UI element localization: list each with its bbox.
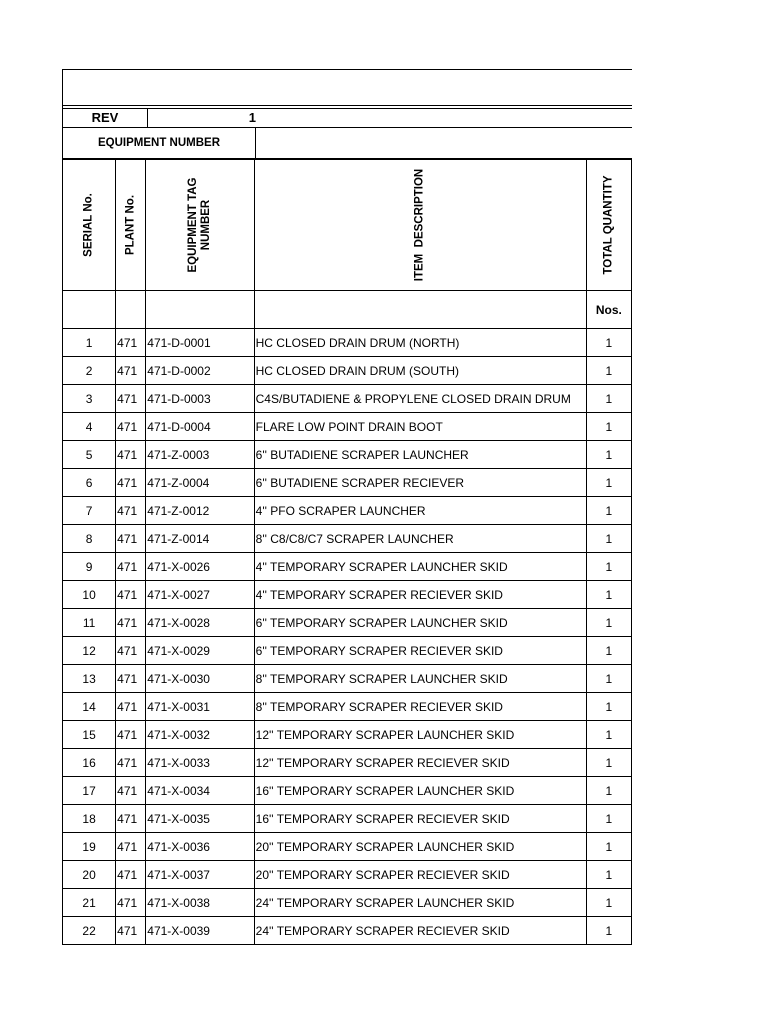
plant-cell: 471 (116, 329, 146, 357)
description-header: ITEM DESCRIPTION (413, 168, 426, 282)
quantity-cell: 1 (586, 777, 631, 805)
quantity-cell: 1 (586, 749, 631, 777)
rev-label: REV (63, 109, 148, 127)
plant-cell: 471 (116, 413, 146, 441)
quantity-cell: 1 (586, 861, 631, 889)
quantity-cell: 1 (586, 833, 631, 861)
description-cell: 8'' TEMPORARY SCRAPER RECIEVER SKID (254, 693, 586, 721)
tag-cell: 471-X-0038 (146, 889, 254, 917)
unit-cell-empty (254, 291, 586, 329)
description-cell: 4'' TEMPORARY SCRAPER LAUNCHER SKID (254, 553, 586, 581)
equipment-list-sheet (62, 69, 632, 945)
description-cell: 6'' TEMPORARY SCRAPER RECIEVER SKID (254, 637, 586, 665)
plant-cell: 471 (116, 357, 146, 385)
table-row (63, 777, 632, 805)
tag-cell: 471-X-0035 (146, 805, 254, 833)
table-row (63, 497, 632, 525)
table-row (63, 525, 632, 553)
quantity-cell: 1 (586, 637, 631, 665)
serial-cell: 21 (63, 889, 116, 917)
serial-cell: 13 (63, 665, 116, 693)
tag-cell: 471-Z-0004 (146, 469, 254, 497)
serial-cell: 22 (63, 917, 116, 945)
plant-cell: 471 (116, 889, 146, 917)
table-row (63, 441, 632, 469)
description-cell: 12'' TEMPORARY SCRAPER LAUNCHER SKID (254, 721, 586, 749)
unit-row (63, 291, 632, 329)
description-cell: HC CLOSED DRAIN DRUM (SOUTH) (254, 357, 586, 385)
column-header-row (63, 160, 632, 291)
quantity-cell: 1 (586, 889, 631, 917)
plant-cell: 471 (116, 665, 146, 693)
rev-value: 1 (248, 110, 256, 125)
table-row (63, 385, 632, 413)
quantity-cell: 1 (586, 497, 631, 525)
quantity-cell: 1 (586, 385, 631, 413)
plant-cell: 471 (116, 385, 146, 413)
description-cell: 8'' TEMPORARY SCRAPER LAUNCHER SKID (254, 665, 586, 693)
unit-cell-empty (116, 291, 146, 329)
quantity-cell: 1 (586, 357, 631, 385)
serial-cell: 20 (63, 861, 116, 889)
table-row (63, 693, 632, 721)
plant-cell: 471 (116, 917, 146, 945)
tag-cell: 471-D-0001 (146, 329, 254, 357)
description-cell: 16'' TEMPORARY SCRAPER LAUNCHER SKID (254, 777, 586, 805)
table-row (63, 805, 632, 833)
description-cell: C4S/BUTADIENE & PROPYLENE CLOSED DRAIN DRUM (254, 385, 586, 413)
plant-cell: 471 (116, 441, 146, 469)
serial-cell: 17 (63, 777, 116, 805)
serial-cell: 9 (63, 553, 116, 581)
plant-cell: 471 (116, 833, 146, 861)
tag-cell: 471-X-0027 (146, 581, 254, 609)
serial-cell: 11 (63, 609, 116, 637)
plant-cell: 471 (116, 469, 146, 497)
title-block-blank (62, 69, 632, 105)
tag-cell: 471-X-0033 (146, 749, 254, 777)
description-header-cell (254, 160, 586, 291)
serial-cell: 10 (63, 581, 116, 609)
table-row (63, 413, 632, 441)
plant-cell: 471 (116, 777, 146, 805)
tag-cell: 471-X-0028 (146, 609, 254, 637)
table-row (63, 609, 632, 637)
serial-cell: 14 (63, 693, 116, 721)
quantity-cell: 1 (586, 441, 631, 469)
serial-cell: 4 (63, 413, 116, 441)
table-row (63, 581, 632, 609)
serial-header-cell (63, 160, 116, 291)
tag-cell: 471-X-0039 (146, 917, 254, 945)
description-cell: 20'' TEMPORARY SCRAPER RECIEVER SKID (254, 861, 586, 889)
description-cell: 8'' C8/C8/C7 SCRAPER LAUNCHER (254, 525, 586, 553)
plant-cell: 471 (116, 581, 146, 609)
unit-cell-empty (63, 291, 116, 329)
quantity-cell: 1 (586, 581, 631, 609)
tag-header-line1: EQUIPMENT TAG (186, 177, 199, 273)
description-cell: FLARE LOW POINT DRAIN BOOT (254, 413, 586, 441)
quantity-cell: 1 (586, 469, 631, 497)
serial-cell: 18 (63, 805, 116, 833)
quantity-cell: 1 (586, 665, 631, 693)
description-cell: 6'' BUTADIENE SCRAPER LAUNCHER (254, 441, 586, 469)
quantity-header-cell (586, 160, 631, 291)
table-row (63, 469, 632, 497)
serial-cell: 1 (63, 329, 116, 357)
table-row (63, 861, 632, 889)
tag-cell: 471-X-0032 (146, 721, 254, 749)
plant-cell: 471 (116, 805, 146, 833)
plant-cell: 471 (116, 721, 146, 749)
serial-cell: 15 (63, 721, 116, 749)
table-row (63, 665, 632, 693)
tag-cell: 471-Z-0012 (146, 497, 254, 525)
tag-cell: 471-X-0026 (146, 553, 254, 581)
tag-cell: 471-X-0036 (146, 833, 254, 861)
tag-cell: 471-X-0030 (146, 665, 254, 693)
description-cell: HC CLOSED DRAIN DRUM (NORTH) (254, 329, 586, 357)
table-row (63, 357, 632, 385)
plant-cell: 471 (116, 693, 146, 721)
description-cell: 16'' TEMPORARY SCRAPER RECIEVER SKID (254, 805, 586, 833)
description-cell: 4'' TEMPORARY SCRAPER RECIEVER SKID (254, 581, 586, 609)
description-cell: 20'' TEMPORARY SCRAPER LAUNCHER SKID (254, 833, 586, 861)
description-cell: 24'' TEMPORARY SCRAPER RECIEVER SKID (254, 917, 586, 945)
description-cell: 4'' PFO SCRAPER LAUNCHER (254, 497, 586, 525)
table-row (63, 329, 632, 357)
plant-cell: 471 (116, 609, 146, 637)
quantity-cell: 1 (586, 553, 631, 581)
revision-row (62, 109, 632, 128)
serial-cell: 3 (63, 385, 116, 413)
equipment-table (62, 159, 632, 945)
equipment-number-label: EQUIPMENT NUMBER (63, 128, 256, 158)
quantity-cell: 1 (586, 609, 631, 637)
quantity-cell: 1 (586, 413, 631, 441)
table-row (63, 917, 632, 945)
plant-header-cell (116, 160, 146, 291)
description-cell: 6'' TEMPORARY SCRAPER LAUNCHER SKID (254, 609, 586, 637)
quantity-cell: 1 (586, 525, 631, 553)
description-cell: 6'' BUTADIENE SCRAPER RECIEVER (254, 469, 586, 497)
plant-header: PLANT No. (124, 194, 137, 256)
plant-cell: 471 (116, 861, 146, 889)
tag-cell: 471-X-0031 (146, 693, 254, 721)
table-row (63, 721, 632, 749)
tag-cell: 471-Z-0014 (146, 525, 254, 553)
quantity-unit: Nos. (586, 291, 631, 329)
quantity-cell: 1 (586, 693, 631, 721)
tag-cell: 471-X-0029 (146, 637, 254, 665)
serial-header: SERIAL No. (82, 193, 95, 257)
quantity-cell: 1 (586, 805, 631, 833)
tag-cell: 471-X-0034 (146, 777, 254, 805)
serial-cell: 5 (63, 441, 116, 469)
tag-cell: 471-D-0004 (146, 413, 254, 441)
unit-cell-empty (146, 291, 254, 329)
quantity-cell: 1 (586, 721, 631, 749)
tag-header-line2: NUMBER (199, 199, 212, 251)
table-row (63, 637, 632, 665)
table-row (63, 889, 632, 917)
tag-cell: 471-D-0003 (146, 385, 254, 413)
serial-cell: 12 (63, 637, 116, 665)
quantity-cell: 1 (586, 917, 631, 945)
quantity-header: TOTAL QUANTITY (602, 175, 615, 275)
serial-cell: 7 (63, 497, 116, 525)
plant-cell: 471 (116, 637, 146, 665)
tag-cell: 471-Z-0003 (146, 441, 254, 469)
serial-cell: 8 (63, 525, 116, 553)
table-row (63, 833, 632, 861)
plant-cell: 471 (116, 497, 146, 525)
tag-header-cell (146, 160, 254, 291)
table-row (63, 749, 632, 777)
description-cell: 24'' TEMPORARY SCRAPER LAUNCHER SKID (254, 889, 586, 917)
plant-cell: 471 (116, 749, 146, 777)
serial-cell: 19 (63, 833, 116, 861)
tag-cell: 471-D-0002 (146, 357, 254, 385)
serial-cell: 16 (63, 749, 116, 777)
tag-cell: 471-X-0037 (146, 861, 254, 889)
tag-header (187, 178, 213, 273)
plant-cell: 471 (116, 553, 146, 581)
plant-cell: 471 (116, 525, 146, 553)
quantity-cell: 1 (586, 329, 631, 357)
equipment-number-row (62, 128, 632, 159)
serial-cell: 6 (63, 469, 116, 497)
table-row (63, 553, 632, 581)
serial-cell: 2 (63, 357, 116, 385)
description-cell: 12'' TEMPORARY SCRAPER RECIEVER SKID (254, 749, 586, 777)
